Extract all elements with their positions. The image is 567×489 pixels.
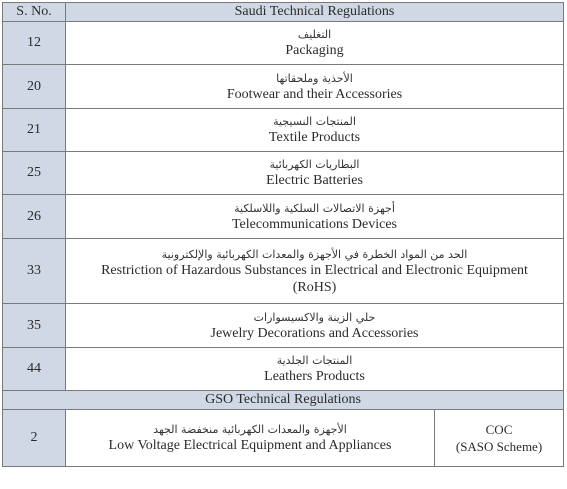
english-title: Packaging <box>285 43 344 58</box>
row-sno: 25 <box>3 152 66 195</box>
row-description <box>66 152 564 195</box>
row-sno: 44 <box>3 348 66 391</box>
arabic-title: المنتجات النسيجية <box>273 115 356 128</box>
gso-regulations-header: GSO Technical Regulations <box>3 391 564 410</box>
row-description <box>66 65 564 109</box>
certificate-cell <box>435 410 564 467</box>
english-title: Telecommunications Devices <box>231 216 398 232</box>
row-description <box>66 22 564 65</box>
arabic-title: أجهزة الاتصالات السلكية واللاسلكية <box>234 201 395 215</box>
row-sno: 33 <box>3 239 66 304</box>
row-description <box>66 239 564 304</box>
english-title: Footwear and their Accessories <box>226 86 403 102</box>
row-sno: 20 <box>3 65 66 109</box>
row-sno: 2 <box>3 410 66 467</box>
english-title: Jewelry Decorations and Accessories <box>210 325 419 341</box>
table-row <box>3 152 564 195</box>
row-sno: 26 <box>3 195 66 239</box>
table-row <box>3 304 564 348</box>
table-row <box>3 348 564 391</box>
english-title: Textile Products <box>268 130 361 145</box>
table-row <box>3 410 564 467</box>
arabic-title: الحد من المواد الخطرة في الأجهزة والمعدات الكهربائية والإلكترونية <box>161 247 468 261</box>
english-title: Leathers Products <box>264 369 365 384</box>
row-sno: 12 <box>3 22 66 65</box>
row-description <box>66 304 564 348</box>
sno-header: S. No. <box>3 3 66 22</box>
english-title: Restriction of Hazardous Substances in Electrical and Electronic Equipment <box>101 262 528 278</box>
arabic-title: المنتجات الجلدية <box>276 354 353 367</box>
row-sno: 21 <box>3 109 66 152</box>
gso-section-header-row <box>3 391 564 410</box>
arabic-title: الأجهزة والمعدات الكهربائية منخفضة الجهد <box>153 423 347 436</box>
table-row <box>3 239 564 304</box>
row-description <box>66 195 564 239</box>
arabic-title: الأحذية وملحقاتها <box>276 71 353 85</box>
row-description <box>66 109 564 152</box>
row-description <box>66 410 435 467</box>
table-row <box>3 195 564 239</box>
table-header-row <box>3 3 564 22</box>
regulations-table <box>2 2 564 467</box>
english-title: Electric Batteries <box>266 173 363 188</box>
row-description <box>66 348 564 391</box>
table-row <box>3 65 564 109</box>
arabic-title: حلي الزينة والاكسيسوارات <box>253 310 376 324</box>
saudi-regulations-header: Saudi Technical Regulations <box>66 3 564 22</box>
table-row <box>3 109 564 152</box>
table-row <box>3 22 564 65</box>
certificate-type: COC <box>485 422 513 437</box>
certificate-scheme: (SASO Scheme) <box>455 439 543 454</box>
arabic-title: التغليف <box>297 28 332 41</box>
english-title: Low Voltage Electrical Equipment and Appliances <box>108 438 392 453</box>
arabic-title: البطاريات الكهربائية <box>269 158 360 171</box>
row-sno: 35 <box>3 304 66 348</box>
english-title-abbreviation: (RoHS) <box>292 279 337 295</box>
